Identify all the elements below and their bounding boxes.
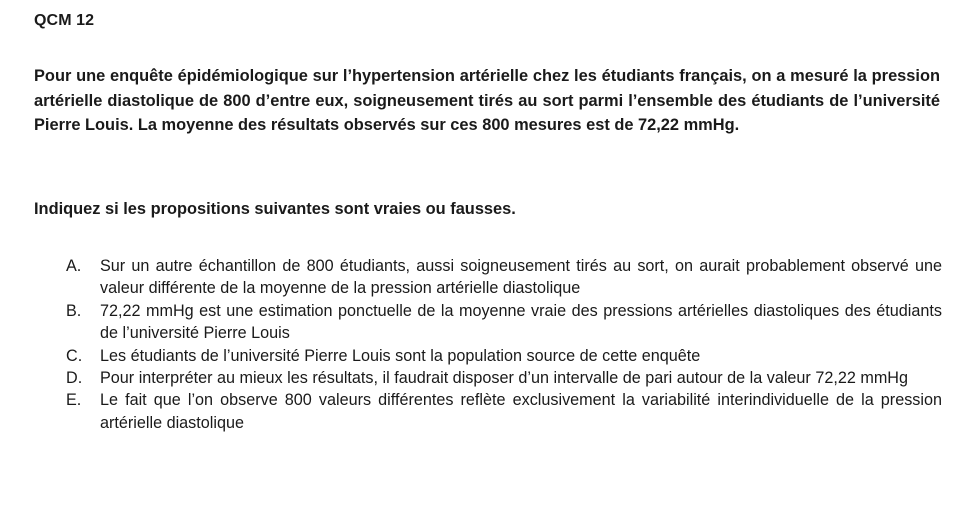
option-d — [66, 367, 942, 389]
option-letter: A. — [66, 257, 82, 275]
option-text: Sur un autre échantillon de 800 étudiants, aussi soigneusement tirés au sort, on aurait probablement observé une valeur différente de la moyenne de la pression artérielle diastolique — [100, 257, 942, 298]
question-instruction: Indiquez si les propositions suivantes sont vraies ou fausses. — [34, 200, 516, 218]
option-letter: E. — [66, 391, 82, 410]
option-a — [66, 255, 942, 300]
option-letter: C. — [66, 346, 83, 365]
option-text: Les étudiants de l’université Pierre Louis sont la population source de cette enquête — [100, 346, 701, 365]
option-c — [66, 345, 942, 367]
option-text: 72,22 mmHg est une estimation ponctuelle de la moyenne vraie des pressions artérielles diastoliques des étudiants de l’université Pierre Louis — [100, 301, 942, 343]
option-list — [66, 255, 942, 434]
option-text: Le fait que l’on observe 800 valeurs différentes reflète exclusivement la variabilité interindividuelle de la pression artérielle diastolique — [100, 391, 942, 432]
option-b — [66, 300, 942, 345]
option-letter: B. — [66, 301, 82, 320]
option-e — [66, 389, 942, 434]
option-text: Pour interpréter au mieux les résultats, il faudrait disposer d’un intervalle de pari autour de la valeur 72,22 mmHg — [100, 369, 908, 388]
question-stem: Pour une enquête épidémiologique sur l’hypertension artérielle chez les étudiants français, on a mesuré la pression artérielle diastolique de 800 d’entre eux, soigneusement tirés au sort parmi l’ensemble des étudiants de l’université Pierre Louis. La moyenne des résultats observés sur ces 800 mesures est de 72,22 mmHg. — [34, 67, 940, 134]
option-letter: D. — [66, 369, 83, 388]
question-title: QCM 12 — [34, 12, 95, 29]
